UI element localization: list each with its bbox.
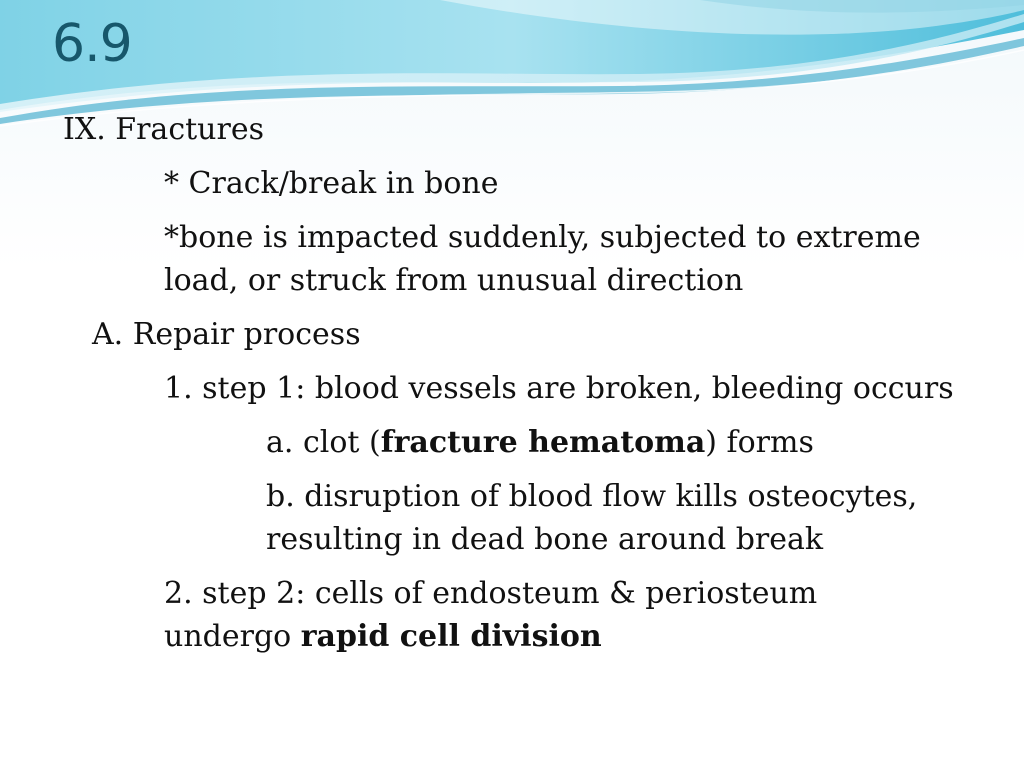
term-fracture-hematoma: fracture hematoma — [380, 425, 706, 460]
step-1a-prefix: a. clot ( — [266, 425, 381, 460]
step-1a — [266, 421, 814, 464]
step-2-line2 — [164, 615, 602, 658]
slide-title: 6.9 — [52, 14, 132, 74]
heading-fractures: IX. Fractures — [63, 112, 264, 147]
bullet-bone-impacted-line2: load, or struck from unusual direction — [164, 263, 744, 298]
term-rapid-cell-division: rapid cell division — [300, 619, 602, 654]
step-1b-line1: b. disruption of blood flow kills osteocytes, — [266, 479, 918, 514]
step-1: 1. step 1: blood vessels are broken, bleeding occurs — [164, 371, 954, 406]
step-1b-line2: resulting in dead bone around break — [266, 522, 824, 557]
step-2-prefix: undergo — [164, 619, 301, 654]
step-1a-suffix: ) forms — [705, 425, 814, 460]
bullet-crack-break: * Crack/break in bone — [164, 166, 499, 201]
subheading-repair-process: A. Repair process — [92, 317, 361, 352]
step-2-line1: 2. step 2: cells of endosteum & periosteum — [164, 576, 818, 611]
bullet-bone-impacted-line1: *bone is impacted suddenly, subjected to extreme — [164, 220, 921, 255]
